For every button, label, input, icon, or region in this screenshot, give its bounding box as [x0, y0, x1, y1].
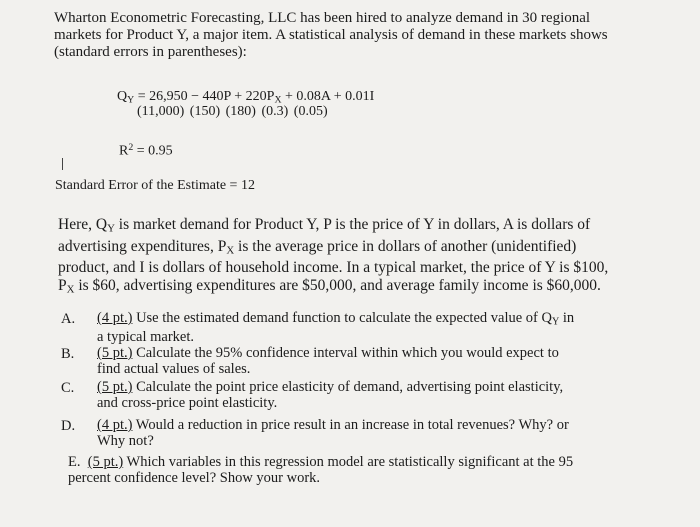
r-label: R: [119, 143, 129, 159]
question-c: (5 pt.) Calculate the point price elasticity of demand, advertising point elasticity, and cross-price point elasticity.: [97, 379, 564, 411]
description-paragraph: [58, 216, 608, 299]
question-c-points: (5 pt.): [97, 379, 133, 395]
regression-equation: [117, 89, 374, 105]
question-d-letter: D.: [61, 418, 76, 434]
description-line-4: $P_X$ is $60, advertising expenditures are $50,000, and average family income is $60,000.: [58, 277, 601, 297]
intro-line-3: (standard errors in parentheses):: [54, 44, 247, 60]
text-cursor-mark: [62, 158, 63, 170]
standard-errors: (11,000) (150) (180) (0.3) (0.05): [137, 104, 328, 119]
q-symbol: Q: [117, 89, 128, 104]
question-a-points: (4 pt.): [97, 310, 133, 326]
question-e-points: (5 pt.): [87, 454, 124, 470]
intro-line-1: Wharton Econometric Forecasting, LLC has been hired to analyze demand in 30 regional: [54, 10, 591, 26]
question-d: (4 pt.) Would a reduction in price result in an increase in total revenues? Why? or Why not?: [97, 417, 569, 449]
equation-terms-1: = 26,950 − 440P + 220P: [134, 89, 275, 104]
question-b-points: (5 pt.): [97, 345, 133, 361]
description-line-2: advertising expenditures, $P_X$ is the average price in dollars of another (unidentified): [58, 237, 577, 257]
r-squared: [119, 142, 173, 159]
px-subscript: X: [274, 94, 282, 106]
intro-paragraph: [54, 10, 608, 61]
standard-error-of-estimate: Standard Error of the Estimate = 12: [55, 178, 255, 193]
q-subscript: Y: [127, 94, 135, 106]
r-value: = 0.95: [133, 143, 173, 159]
question-c-letter: C.: [61, 380, 75, 396]
question-a: (4 pt.) Use the estimated demand function to calculate the expected value of $Q_Y$ in a typical market.: [97, 310, 575, 346]
question-a-letter: A.: [61, 311, 76, 327]
question-e-letter: E.: [68, 454, 81, 470]
intro-line-2: markets for Product Y, a major item. A statistical analysis of demand in these markets shows: [54, 27, 608, 43]
equation-terms-2: + 0.08A + 0.01I: [281, 89, 375, 104]
question-d-points: (4 pt.): [97, 417, 133, 433]
question-e: E. (5 pt.) Which variables in this regression model are statistically significant at the 95 percent confidence level? Show your work.: [68, 454, 574, 486]
r-exponent: 2: [128, 142, 134, 153]
question-b: (5 pt.) Calculate the 95% confidence interval within which you would expect to find actual values of sales.: [97, 345, 559, 377]
description-line-1: Here, $Q_Y$ is market demand for Product Y, P is the price of Y in dollars, A is dollars of: [58, 216, 591, 235]
description-line-3: product, and I is dollars of household income. In a typical market, the price of Y is $100,: [58, 259, 609, 277]
question-b-letter: B.: [61, 346, 75, 362]
